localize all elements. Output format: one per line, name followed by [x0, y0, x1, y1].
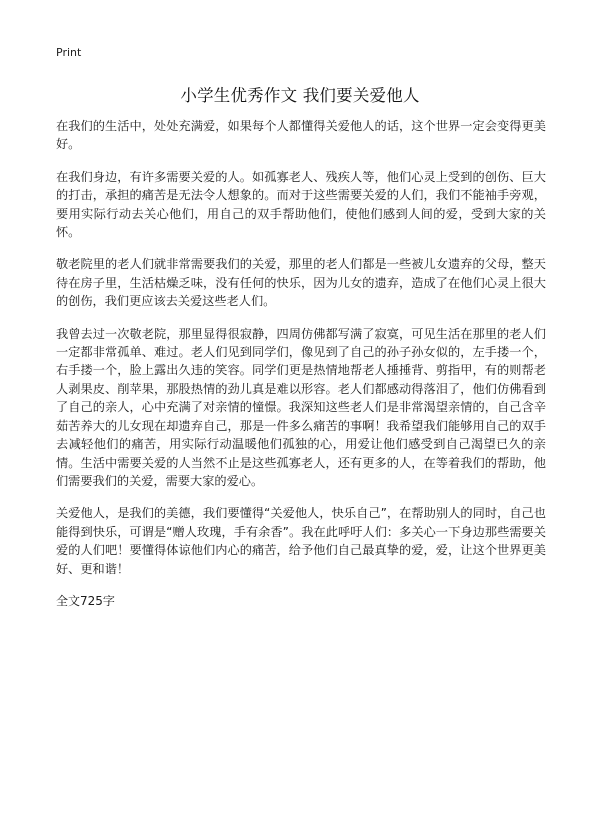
paragraph: 在我们的生活中，处处充满爱，如果每个人都懂得关爱他人的话，这个世界一定会变得更美好。 — [56, 119, 546, 152]
paragraph: 关爱他人，是我们的美德，我们要懂得“关爱他人，快乐自己”，在帮助别人的同时，自己也能得到快乐，可谓是“赠人玫瑰，手有余香”。我在此呼吁人们：多关心一下身边那些需要关爱的人们吧！要懂得体谅他们内心的痛苦，给予他们自己最真挚的爱，爱，让这个世界更美好、更和谐！ — [56, 506, 546, 576]
article-body — [56, 117, 546, 610]
word-count: 全文725字 — [56, 593, 115, 608]
paragraph: 我曾去过一次敬老院，那里显得很寂静，四周仿佛都写满了寂寞，可见生活在那里的老人们一定都非常孤单、难过。老人们见到同学们，像见到了自己的孙子孙女似的，左手搂一个，右手搂一个，脸上露出久违的笑容。同学们更是热情地帮老人捶捶背、剪指甲，有的则帮老人剥果皮、削苹果，那股热情的劲儿真是难以形容。老人们都感动得落泪了，他们仿佛看到了自己的亲人，心中充满了对亲情的憧憬。我深知这些老人们是非常渴望亲情的，自己含辛茹苦养大的儿女现在却遗弃自己，那是一件多么痛苦的事啊！我希望我们能够用自己的双手去减轻他们的痛苦，用实际行动温暖他们孤独的心，用爱让他们感受到自己渴望已久的亲情。生活中需要关爱的人当然不止是这些孤寡老人，还有更多的人，在等着我们的帮助，他们需要我们的关爱，需要大家的爱心。 — [56, 326, 546, 488]
print-link[interactable]: Print — [56, 46, 82, 59]
article-title: 小学生优秀作文 我们要关爱他人 — [180, 86, 420, 105]
paragraph: 在我们身边，有许多需要关爱的人。如孤寡老人、残疾人等，他们心灵上受到的创伤、巨大的打击，承担的痛苦是无法令人想象的。而对于这些需要关爱的人们，我们不能袖手旁观，要用实际行动去关心他们，用自己的双手帮助他们，使他们感到人间的爱，受到大家的关怀。 — [56, 169, 546, 240]
paragraph: 敬老院里的老人们就非常需要我们的关爱，那里的老人们都是一些被儿女遗弃的父母，整天待在房子里，生活枯燥乏味，没有任何的快乐，因为儿女的遗弃，造成了在他们心灵上很大的创伤，我们更应该去关爱这些老人们。 — [56, 257, 546, 309]
